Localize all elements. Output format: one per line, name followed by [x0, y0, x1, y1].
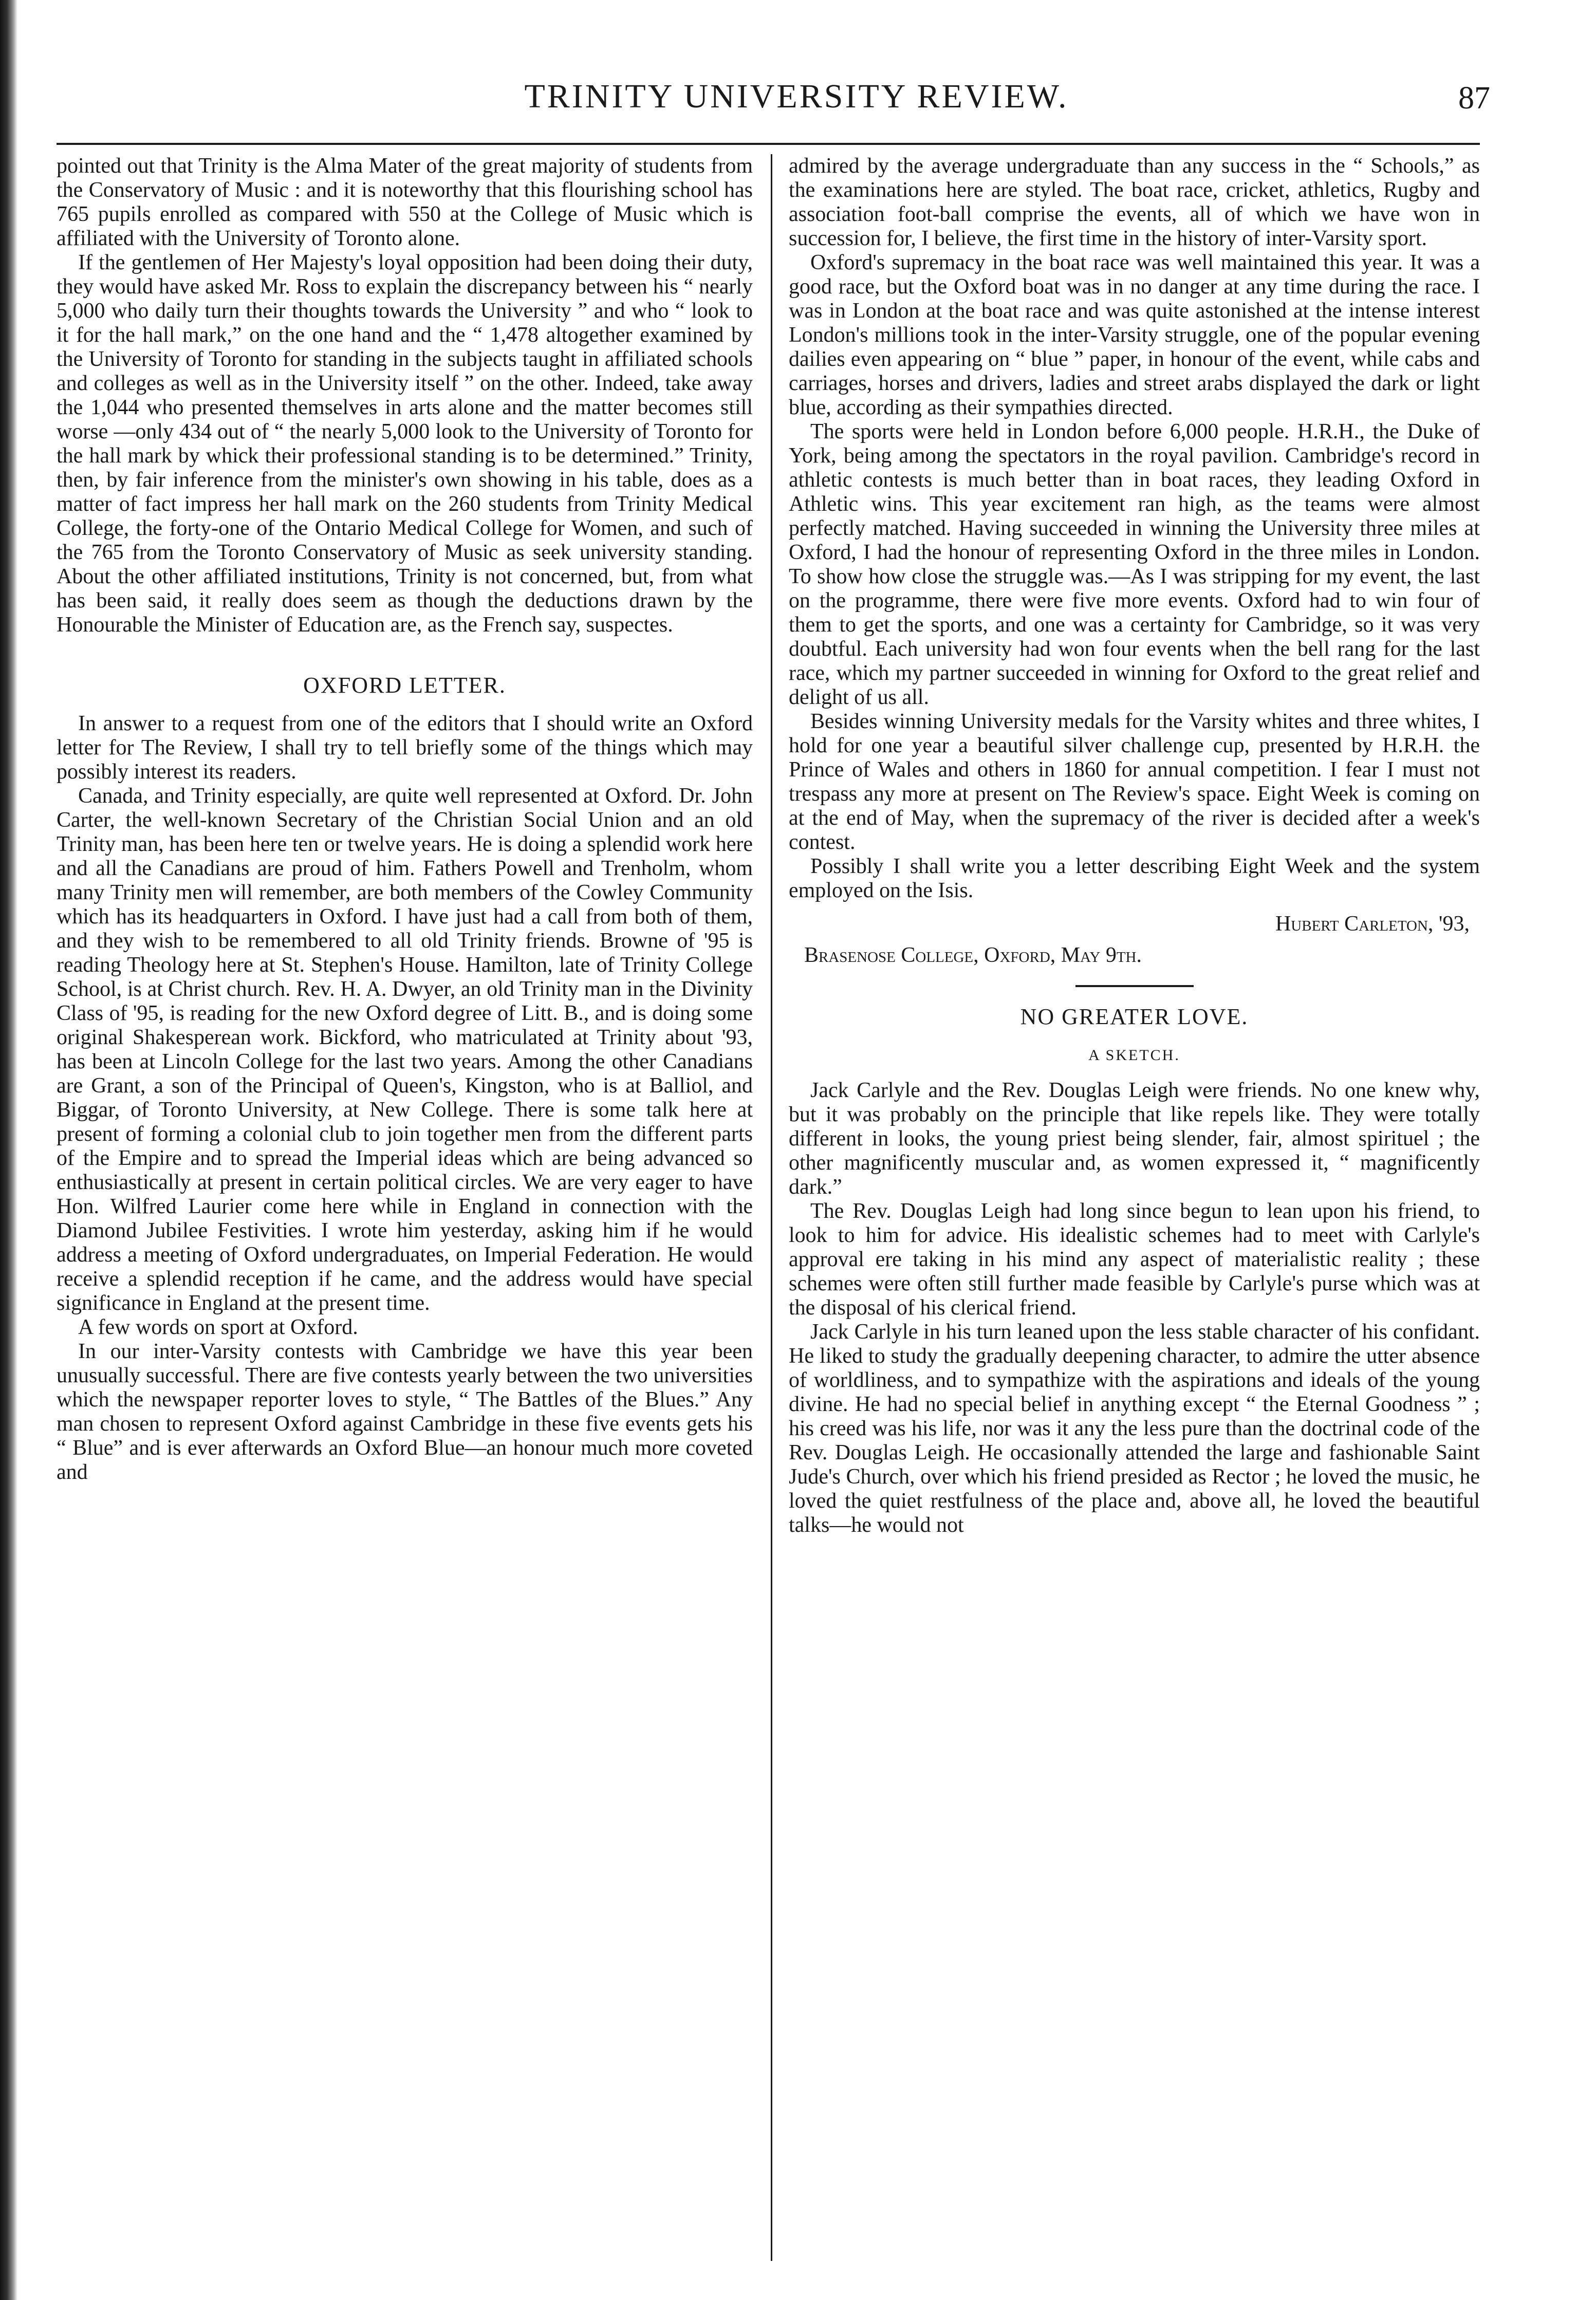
letter-signature: Hubert Carleton, '93, [1275, 912, 1470, 936]
paragraph: If the gentlemen of Her Majesty's loyal opposition had been doing their duty, they would have asked Mr. Ross to explain the discrepancy between his “ nearly 5,000 who daily turn their thoughts towards the University ” and who “ look to it for the hall mark,” on the one hand and the “ 1,478 altogether examined by the University of Toronto for standing in the subjects taught in affiliated schools and colleges as well as in the University itself ” on the other. Indeed, take away the 1,044 who presented themselves in arts alone and the matter becomes still worse —only 434 out of “ the nearly 5,000 look to the University of Toronto for the hall mark by whick their professional standing is to be determined.” Trinity, then, by fair inference from the minister's own showing in his table, does as a matter of fact impress her hall mark on the 260 students from Trinity Medical College, the forty-one of the Ontario Medical College for Women, and such of the 765 from the Toronto Conservatory of Music as seek university standing. About the other affiliated institutions, Trinity is not concerned, but, from what has been said, it really does seem as though the deductions drawn by the Honourable the Minister of Education are, as the French say, suspectes. [57, 251, 753, 637]
paragraph: In answer to a request from one of the editors that I should write an Oxford letter for The Review, I shall try to tell briefly some of the things which may possibly interest its readers. [57, 712, 753, 784]
paragraph: Oxford's supremacy in the boat race was well maintained this year. It was a good race, but the Oxford boat was in no danger at any time during the race. I was in London at the boat race and was quite astonished at the intense interest London's millions took in the inter-Varsity struggle, one of the popular evening dailies even appearing on “ blue ” paper, in honour of the event, while cabs and carriages, horses and drivers, ladies and street arabs displayed the dark or light blue, according as their sympathies directed. [789, 251, 1480, 419]
header-rule [57, 143, 1480, 145]
paragraph: Possibly I shall write you a letter describing Eight Week and the system employed on the Isis. [789, 855, 1480, 902]
paragraph: Besides winning University medals for the Varsity whites and three whites, I hold for one year a beautiful silver challenge cup, presented by H.R.H. the Prince of Wales and others in 1860 for annual competition. I fear I must not trespass any more at present on The Review's space. Eight Week is coming on at the end of May, when the supremacy of the river is decided after a week's contest. [789, 710, 1480, 854]
publication-title: TRINITY UNIVERSITY REVIEW. [524, 78, 1069, 115]
story-subheading: A SKETCH. [1088, 1047, 1180, 1064]
running-header [103, 77, 1490, 134]
paragraph: Jack Carlyle in his turn leaned upon the less stable character of his confidant. He liked to study the gradually deepening character, to admire the utter absence of worldliness, and to sympathize with the aspirations and ideals of the young divine. He had no special belief in anything except “ the Eternal Goodness ” ; his creed was his life, nor was it any the less pure than the doctrinal code of the Rev. Douglas Leigh. He occasionally attended the large and fashionable Saint Jude's Church, over which his friend presided as Rector ; he loved the music, he loved the quiet restfulness of the place and, above all, he loved the beautiful talks—he would not [789, 1320, 1480, 1537]
section-rule [1075, 985, 1194, 987]
paragraph: The sports were held in London before 6,000 people. H.R.H., the Duke of York, being among the spectators in the royal pavilion. Cambridge's record in athletic contests is much better than in boat races, they leading Oxford in Athletic wins. This year excitement ran high, as the teams were almost perfectly matched. Having succeeded in winning the University three miles at Oxford, I had the honour of representing Oxford in the three miles in London. To show how close the struggle was.—As I was stripping for my event, the last on the programme, there were five more events. Oxford had to win four of them to get the sports, and one was a certainty for Cambridge, so it was very doubtful. Each university had won four events when the bell rang for the last race, which my partner succeeded in winning for Oxford to the great relief and delight of us all. [789, 420, 1480, 709]
right-column [789, 154, 1480, 2261]
paragraph: admired by the average undergraduate than any success in the “ Schools,” as the examinations here are styled. The boat race, cricket, athletics, Rugby and association foot-ball comprise the events, all of which we have won in succession for, I believe, the first time in the history of inter-Varsity sport. [789, 154, 1480, 250]
paragraph: Canada, and Trinity especially, are quite well represented at Oxford. Dr. John Carter, the well-known Secretary of the Christian Social Union and an old Trinity man, has been here ten or twelve years. He is doing a splendid work here and all the Canadians are proud of him. Fathers Powell and Trenholm, whom many Trinity men will remember, are both members of the Cowley Community which has its headquarters in Oxford. I have just had a call from both of them, and they wish to be remembered to all old Trinity friends. Browne of '95 is reading Theology here at St. Stephen's House. Hamilton, late of Trinity College School, is at Christ church. Rev. H. A. Dwyer, an old Trinity man in the Divinity Class of '95, is reading for the new Oxford degree of Litt. B., and is doing some original Shakesperean work. Bickford, who matriculated at Trinity about '93, has been at Lincoln College for the last two years. Among the other Canadians are Grant, a son of the Principal of Queen's, Kingston, who is at Balliol, and Biggar, of Toronto University, at New College. There is some talk here at present of forming a colonial club to join together men from the different parts of the Empire and to spread the Imperial ideas which are being advanced so enthusiastically at present in certain political circles. We are very eager to have Hon. Wilfred Laurier come here while in England in connection with the Diamond Jubilee Festivities. I wrote him yesterday, asking him if he would address a meeting of Oxford undergraduates, on Imperial Federation. He would receive a splendid reception if he came, and the address would have special significance in England at the present time. [57, 784, 753, 1315]
paragraph: In our inter-Varsity contests with Cambridge we have this year been unusually successful. There are five contests yearly between the two universities which the newspaper reporter loves to style, “ The Battles of the Blues.” Any man chosen to represent Oxford against Cambridge in these five events gets his “ Blue” and is ever afterwards an Oxford Blue—an honour much more coveted and [57, 1340, 753, 1484]
paragraph: Jack Carlyle and the Rev. Douglas Leigh were friends. No one knew why, but it was probably on the principle that like repels like. They were totally different in looks, the young priest being slender, fair, almost spirituel ; the other magnificently muscular and, as women expressed it, “ magnificently dark.” [789, 1079, 1480, 1199]
left-column [57, 154, 753, 2261]
oxford-letter-heading: OXFORD LETTER. [303, 673, 506, 698]
column-divider [771, 154, 772, 2261]
letter-dateline: Brasenose College, Oxford, May 9th. [804, 943, 1142, 967]
page-binding-edge [0, 0, 17, 2300]
paragraph: The Rev. Douglas Leigh had long since begun to lean upon his friend, to look to him for advice. His idealistic schemes had to meet with Carlyle's approval ere taking in his mind any aspect of materialistic reality ; these schemes were often still further made feasible by Carlyle's purse which was at the disposal of his clerical friend. [789, 1199, 1480, 1320]
paragraph: A few words on sport at Oxford. [78, 1315, 358, 1339]
paragraph: pointed out that Trinity is the Alma Mater of the great majority of students from the Conservatory of Music : and it is noteworthy that this flourishing school has 765 pupils enrolled as compared with 550 at the College of Music which is affiliated with the University of Toronto alone. [57, 154, 753, 250]
page-number: 87 [1458, 81, 1490, 116]
story-heading: NO GREATER LOVE. [1020, 1004, 1249, 1029]
